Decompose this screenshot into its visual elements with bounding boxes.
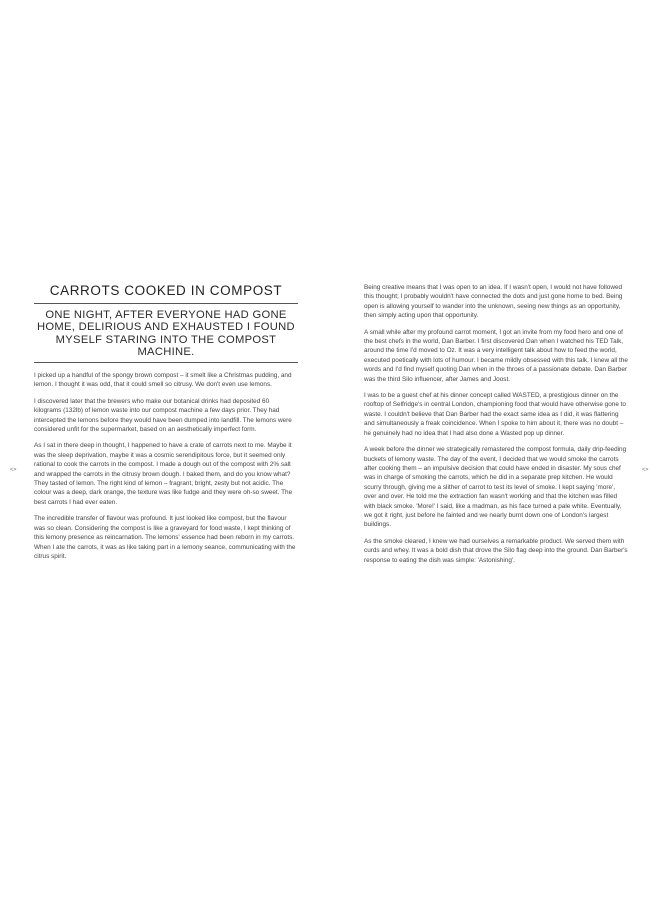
paragraph: A small while after my profound carrot moment, I got an invite from my food hero and one of the best chefs in the world, Dan Barber. I first discovered Dan when I watched his TED Talk, around the time I'd moved to Oz. It was a very intelligent talk about how to feed the world, executed poetically with lots of humour. I became mildly obsessed with this talk. I knew all the words and I'd find myself quoting Dan when in the throes of a passionate debate. Dan Barber was the third Silo influencer, after James and Joost. [364, 328, 628, 383]
page-number: <> [10, 467, 17, 473]
paragraph: A week before the dinner we strategically remastered the compost formula, daily drip-feeding buckets of lemony waste. The day of the event, I decided that we would smoke the carrots after cooking them – an impulsive decision that could have ended in disaster. My sous chef was in charge of smoking the carrots, which he did in a separate prep kitchen. He would scurry through, giving me a slither of carrot to test its level of smoke. I kept saying 'more', over and over. He told me the extraction fan wasn't working and that the kitchen was filled with black smoke. 'More!' I said, like a madman, as his face turned a pale white. Eventually, we got it right, just before he fainted and we nearly burnt down one of London's largest buildings. [364, 446, 627, 529]
left-body-text [34, 371, 298, 568]
pullquote-top-rule [34, 303, 298, 304]
right-page [330, 0, 660, 904]
paragraph: As the smoke cleared, I knew we had ourselves a remarkable product. We served them with curds and whey. It was a bold dish that drove the Silo flag deep into the ground. Dan Barber's response to eating the dish was simple: 'Astonishing'. [364, 537, 628, 564]
page-number: <> [642, 467, 649, 473]
pullquote: ONE NIGHT, AFTER EVERYONE HAD GONE HOME, DELIRIOUS AND EXHAUSTED I FOUND MYSELF STARING INTO THE COMPOST MACHINE. [37, 309, 295, 359]
paragraph: I was to be a guest chef at his dinner concept called WASTED, a prestigious dinner on the rooftop of Selfridge's in central London, championing food that would have otherwise gone to waste. I couldn't believe that Dan Barber had the exact same idea as I did, it was flattering and simultaneously a freak coincidence. When I spoke to him about it, there was no doubt – he genuinely had no idea that I had also done a Wasted pop up dinner. [364, 392, 626, 437]
paragraph: The incredible transfer of flavour was profound. It just looked like compost, but the flavour was so clean. Considering the compost is like a graveyard for food waste, I kept thinking of this lemony presence as reincarnation. The lemons' essence had been reborn in my carrots. When I ate the carrots, it was as like taking part in a lemony seance, communicating with the citrus spirit. [34, 515, 296, 560]
right-body-text [364, 283, 628, 572]
paragraph: I picked up a handful of the spongy brown compost – it smelt like a Christmas pudding, and lemon. I thought it was odd, that it could smell so citrusy. We don't even use lemons. [34, 372, 292, 389]
paragraph: I discovered later that the brewers who make our botanical drinks had deposited 60 kilograms (132lb) of lemon waste into our compost machine a few days prior. They had intercepted the lemons before they would have been dumped into landfill. The lemons were considered unfit for the supermarket, based on an aesthetically imperfect form. [34, 397, 292, 434]
paragraph: As I sat in there deep in thought, I happened to have a crate of carrots next to me. Maybe it was the sleep deprivation, maybe it was a cosmic serendipitous force, but it seemed only rational to cook the carrots in the compost. I made a dough out of the compost with 2% salt and wrapped the carrots in the citrusy brown dough. I baked them, and do you know what? They tasted of lemon. The right kind of lemon – fragrant, bright, zesty but not acidic. The colour was a deep, dark orange, the texture was like fudge and they were oh-so sweet. The best carrots I had ever eaten. [34, 442, 293, 506]
pullquote-bottom-rule [34, 362, 298, 363]
chapter-title: CARROTS COOKED IN COMPOST [49, 283, 283, 298]
paragraph: Being creative means that I was open to an idea. If I wasn't open, I would not have followed this thought; I probably wouldn't have connected the dots and just gone home to bed. Being open is allowing yourself to wander into the unknown, seeing new things as an opportunity, then simply acting upon that opportunity. [364, 284, 623, 320]
